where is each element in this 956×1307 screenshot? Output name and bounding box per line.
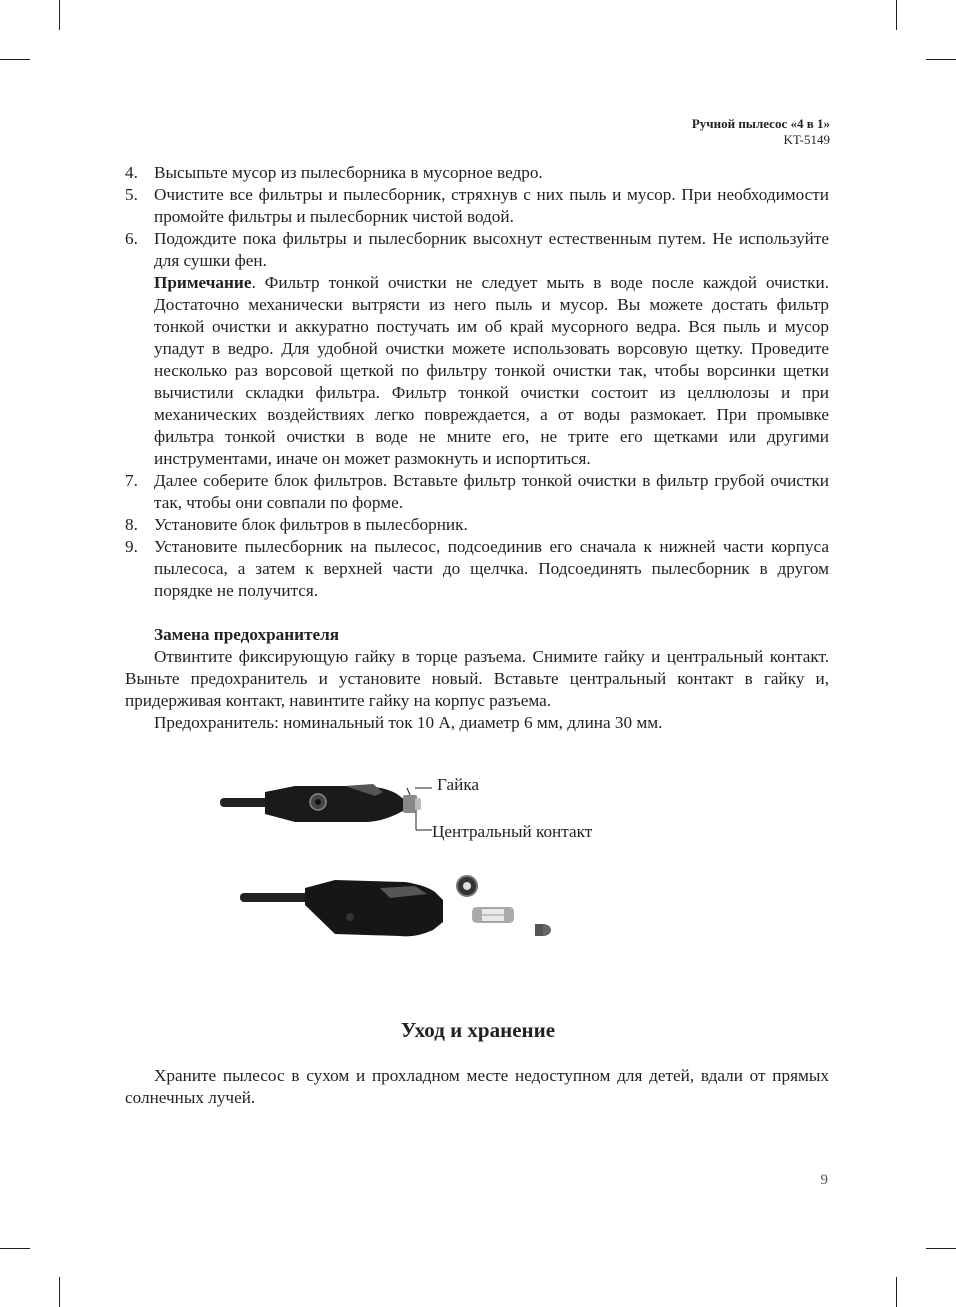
section-title: Уход и хранение	[400, 1018, 556, 1042]
fuse-image	[473, 908, 513, 922]
instructions	[125, 162, 829, 734]
crop-mark	[896, 0, 897, 30]
fuse-paragraph: Отвинтите фиксирующую гайку в торце разъема. Снимите гайку и центральный контакт. Выньте предохранитель и установите новый. Вставьте центральный контакт в гайку и, придерживая контакт, навинтите гайку на корпус разъема.	[125, 647, 829, 710]
label-central-contact: Центральный контакт	[432, 822, 593, 841]
step-number: 5.	[125, 185, 138, 204]
central-contact-image	[535, 924, 551, 936]
header-title: Ручной пылесос «4 в 1»	[691, 116, 830, 131]
crop-mark	[0, 59, 30, 60]
plug-disassembled-image	[240, 876, 551, 936]
step-number: 8.	[125, 515, 138, 534]
fuse-spec: Предохранитель: номинальный ток 10 А, диаметр 6 мм, длина 30 мм.	[154, 713, 663, 732]
step-item	[125, 184, 829, 228]
running-header	[692, 116, 830, 148]
note-label: Примечание	[154, 273, 252, 292]
label-nut: Гайка	[437, 775, 480, 794]
steps-list	[125, 162, 829, 272]
step-text: Подождите пока фильтры и пылесборник высохнут естественным путем. Не используйте для сушки фен.	[154, 229, 829, 270]
step-number: 9.	[125, 537, 138, 556]
crop-mark	[0, 1248, 30, 1249]
note	[125, 272, 829, 470]
step-item	[125, 228, 829, 272]
header-model: KT-5149	[783, 132, 830, 147]
crop-mark	[59, 0, 60, 30]
plug-assembled-image	[220, 784, 432, 830]
fuse-figure	[215, 770, 655, 950]
step-text: Далее соберите блок фильтров. Вставьте фильтр тонкой очистки в фильтр грубой очистки так, чтобы они совпали по форме.	[154, 471, 829, 512]
page-number: 9	[820, 1172, 828, 1188]
plug-illustration	[215, 770, 655, 950]
step-text: Установите блок фильтров в пылесборник.	[154, 515, 468, 534]
storage-paragraph: Храните пылесос в сухом и прохладном месте недоступном для детей, вдали от прямых солнечных лучей.	[125, 1066, 829, 1107]
crop-mark	[926, 1248, 956, 1249]
step-text: Установите пылесборник на пылесос, подсоединив его сначала к нижней части корпуса пылесоса, а затем к верхней части до щелчка. Подсоединять пылесборник в другом порядке не получится.	[154, 537, 829, 600]
steps-list-continued	[125, 470, 829, 602]
step-number: 6.	[125, 229, 138, 248]
step-number: 4.	[125, 163, 138, 182]
crop-mark	[59, 1277, 60, 1307]
crop-mark	[896, 1277, 897, 1307]
step-text: Высыпьте мусор из пылесборника в мусорное ведро.	[154, 163, 543, 182]
step-text: Очистите все фильтры и пылесборник, стряхнув с них пыль и мусор. При необходимости промойте фильтры и пылесборник чистой водой.	[154, 185, 829, 226]
note-text: . Фильтр тонкой очистки не следует мыть в воде после каждой очистки. Достаточно механически вытрясти из него пыль и мусор. Вы можете достать фильтр тонкой очистки и аккуратно постучать им об край мусорного ведра. Вся пыль и мусор упадут в ведро. Для удобной очистки можете использовать ворсовую щетку. Проведите несколько раз ворсовой щеткой по фильтру тонкой очистки так, чтобы ворсинки щетки вычистили складки фильтра. Фильтр тонкой очистки состоит из целлюлозы и при механических воздействиях легко повреждается, а от воды размокает. При промывке фильтра тонкой очистки в воде не мните его, не трите его щетками или другими инструментами, иначе он может размокнуть и испортиться.	[154, 273, 829, 468]
nut-image	[457, 876, 477, 896]
step-item	[125, 470, 829, 514]
step-item	[125, 514, 829, 536]
crop-mark	[926, 59, 956, 60]
fuse-heading: Замена предохранителя	[154, 625, 340, 644]
step-number: 7.	[125, 471, 138, 490]
step-item	[125, 162, 829, 184]
step-item	[125, 536, 829, 602]
